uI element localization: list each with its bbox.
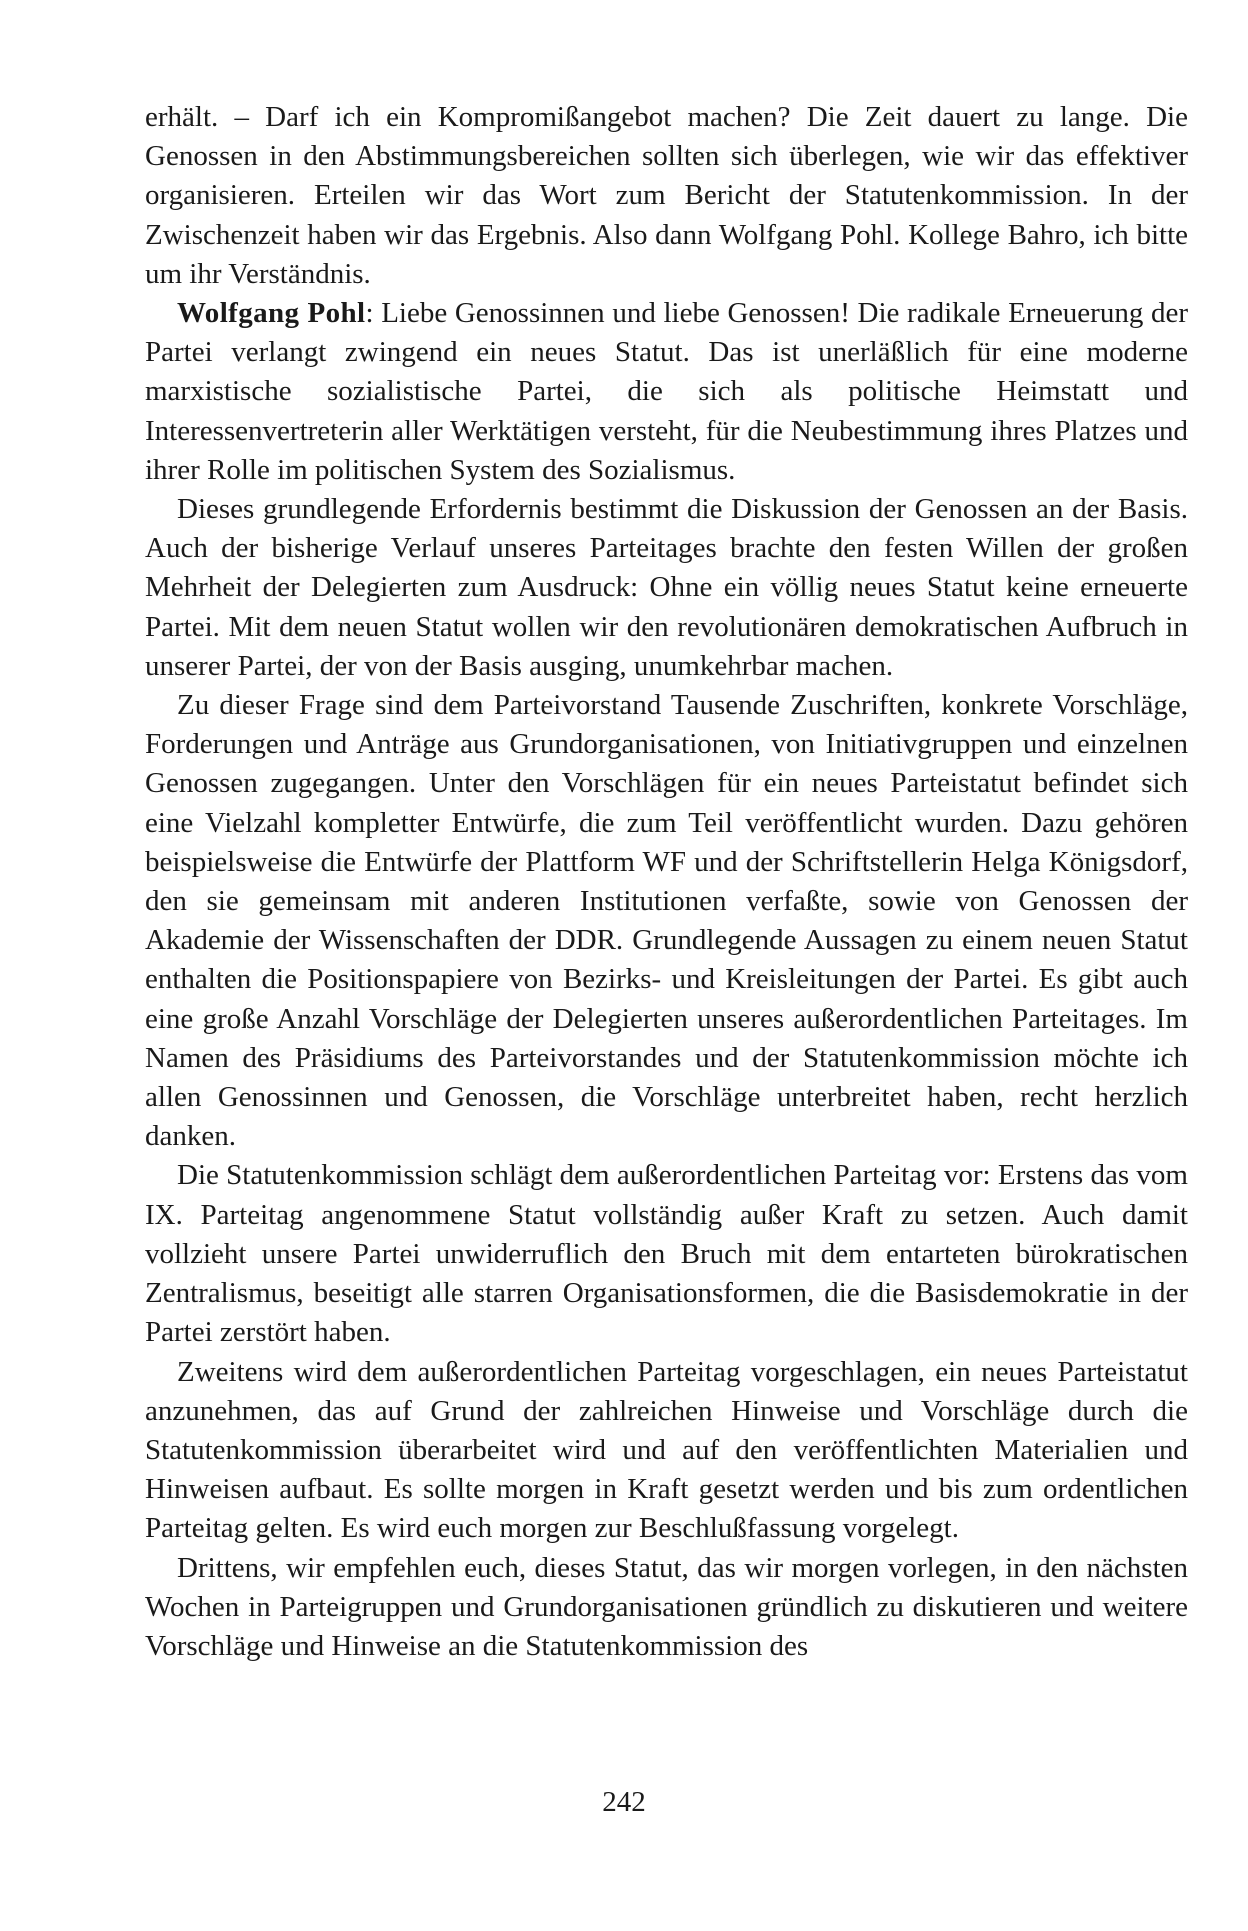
paragraph-2-text: : Liebe Genossinnen und liebe Genossen! Die radikale Erneuerung der Partei verlangt zwingend ein neues Statut. Das ist unerläßlich für eine moderne marxistische sozialistische Partei, die sich als politische Heimstatt und Interessenvertreterin aller Werktätigen versteht, für die Neubestimmung ihres Platzes und ihrer Rolle im politischen System des Sozialismus. (145, 297, 1189, 486)
paragraph-4: Zu dieser Frage sind dem Parteivorstand Tausende Zuschriften, konkrete Vorschläge, Forderungen und Anträge aus Grundorganisationen, von Initiativgruppen und einzelnen Genossen zugegangen. Unter den Vorschlägen für ein neues Parteistatut befindet sich eine Vielzahl kompletter Entwürfe, die zum Teil veröffentlicht wurden. Dazu gehören beispielsweise die Entwürfe der Plattform WF und der Schriftstellerin Helga Königsdorf, den sie gemeinsam mit anderen Institutionen verfaßte, sowie von Genossen der Akademie der Wissenschaften der DDR. Grundlegende Aussagen zu einem neuen Statut enthalten die Positionspapiere von Bezirks- und Kreisleitungen der Partei. Es gibt auch eine große Anzahl Vorschläge der Delegierten unseres außerordentlichen Parteitages. Im Namen des Präsidiums des Parteivorstandes und der Statutenkommission möchte ich allen Genossinnen und Genossen, die Vorschläge unterbreitet haben, recht herzlich danken. (145, 689, 1188, 1153)
speaker-name: Wolfgang Pohl (177, 297, 366, 330)
paragraph-3: Dieses grundlegende Erfordernis bestimmt die Diskussion der Genossen an der Basis. Auch der bisherige Verlauf unseres Parteitages brachte den festen Willen der großen Mehrheit der Delegierten zum Ausdruck: Ohne ein völlig neues Statut keine erneuerte Partei. Mit dem neuen Statut wollen wir den revolutionären demokratischen Aufbruch in unserer Partei, der von der Basis ausging, unumkehrbar machen. (145, 493, 1188, 682)
paragraph-1: erhält. – Darf ich ein Kompromißangebot machen? Die Zeit dauert zu lange. Die Genossen in den Abstimmungsbereichen sollten sich überlegen, wie wir das effektiver organisieren. Erteilen wir das Wort zum Bericht der Statutenkommission. In der Zwischenzeit haben wir das Ergebnis. Also dann Wolfgang Pohl. Kollege Bahro, ich bitte um ihr Verständnis. (145, 101, 1188, 290)
paragraph-6: Zweitens wird dem außerordentlichen Parteitag vorgeschlagen, ein neues Parteistatut anzunehmen, das auf Grund der zahlreichen Hinweise und Vorschläge durch die Statutenkommission überarbeitet wird und auf den veröffentlichten Materialien und Hinweisen aufbaut. Es sollte morgen in Kraft gesetzt werden und bis zum ordentlichen Parteitag gelten. Es wird euch morgen zur Beschlußfassung vorgelegt. (145, 1355, 1188, 1545)
paragraph-7: Drittens, wir empfehlen euch, dieses Statut, das wir morgen vorlegen, in den nächsten Wochen in Parteigruppen und Grundorganisationen gründlich zu diskutieren und weitere Vorschläge und Hinweise an die Statutenkommission des (145, 1551, 1188, 1662)
paragraph-5: Die Statutenkommission schlägt dem außerordentlichen Parteitag vor: Erstens das vom IX. Parteitag angenommene Statut vollständig außer Kraft zu setzen. Auch damit vollzieht unsere Partei unwiderruflich den Bruch mit dem entarteten bürokratischen Zentralismus, beseitigt alle starren Organisationsformen, die die Basisdemokratie in der Partei zerstört haben. (145, 1159, 1188, 1349)
paragraph-2 (145, 294, 1188, 490)
page-body (145, 98, 1188, 1666)
page-number: 242 (602, 1786, 646, 1818)
